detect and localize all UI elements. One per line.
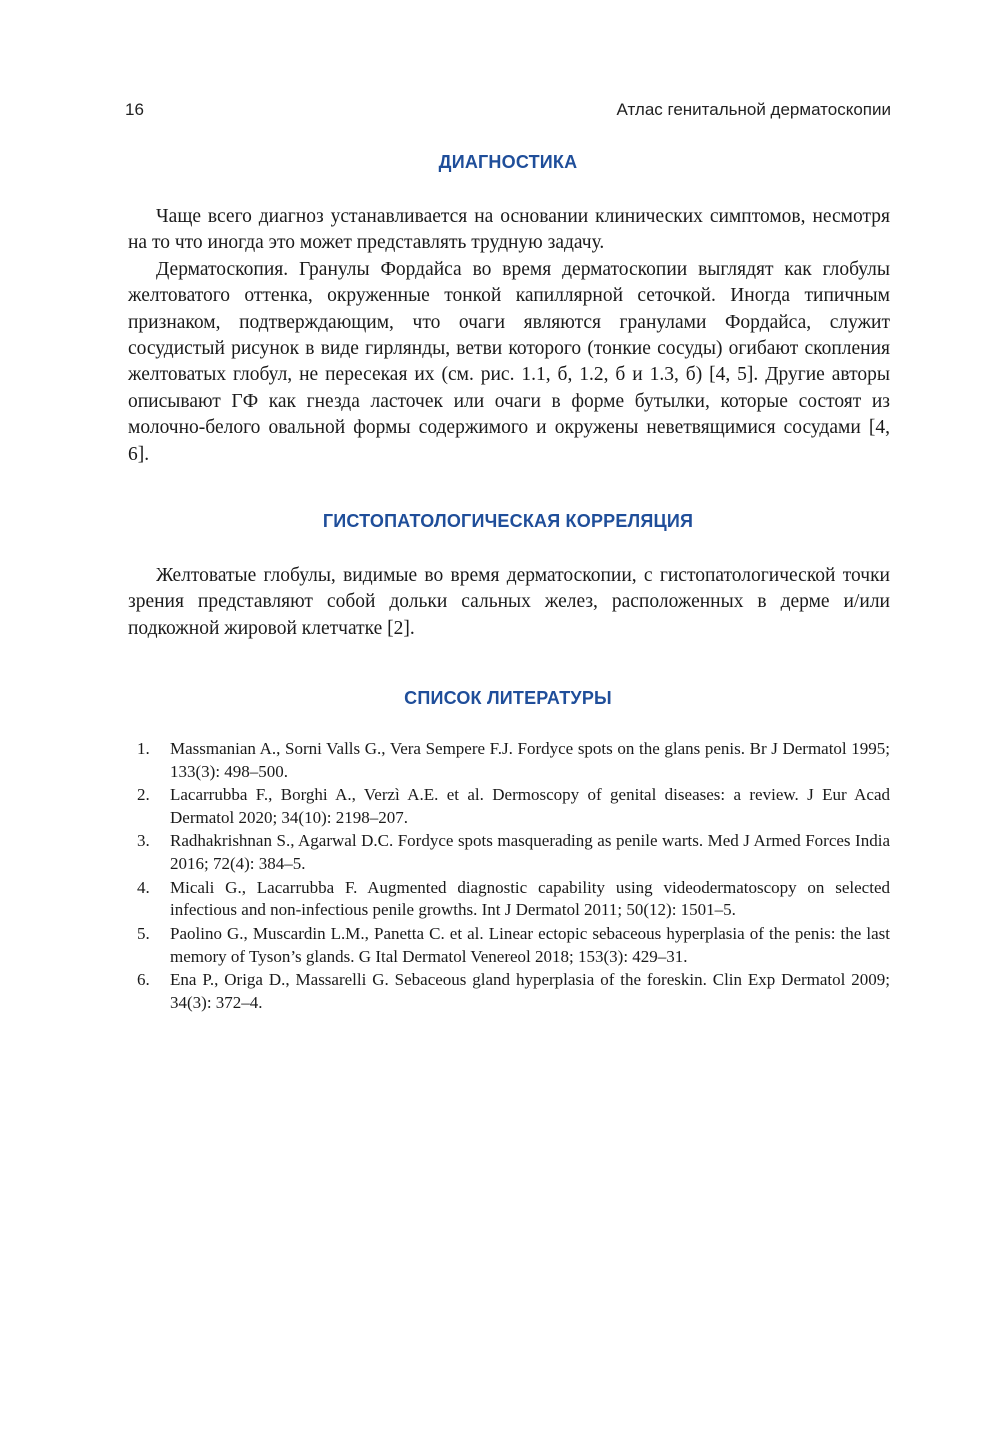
reference-item bbox=[128, 969, 890, 1015]
reference-item bbox=[128, 877, 890, 923]
reference-item bbox=[128, 784, 890, 830]
heading-references: СПИСОК ЛИТЕРАТУРЫ bbox=[404, 688, 612, 708]
running-header bbox=[125, 100, 891, 120]
reference-text: Ena P., Origa D., Massarelli G. Sebaceous gland hyperplasia of the foreskin. Clin Exp Dermatol 2009; 34(3): 372–4. bbox=[170, 969, 890, 1012]
paragraph: Чаще всего диагноз устанавливается на основании клинических симптомов, несмотря на то что иногда это может представлять трудную задачу. bbox=[128, 206, 890, 254]
diagnostics-body bbox=[128, 204, 890, 468]
paragraph: Желтоватые глобулы, видимые во время дерматоскопии, с гистопатологической точки зрения представляют собой дольки сальных желез, расположенных в дерме и/или подкожной жировой клетчатке [2]. bbox=[128, 565, 890, 639]
reference-number: 6. bbox=[137, 969, 150, 989]
reference-text: Paolino G., Muscardin L.M., Panetta C. et al. Linear ectopic sebaceous hyperplasia of the penis: the last memory of Tyson’s glands. G Ital Dermatol Venereol 2018; 153(3): 429–31. bbox=[170, 923, 890, 966]
reference-text: Lacarrubba F., Borghi A., Verzì A.E. et al. Dermoscopy of genital diseases: a review. J Eur Acad Dermatol 2020; 34(10): 2198–207. bbox=[170, 785, 890, 827]
reference-number: 5. bbox=[137, 923, 150, 943]
heading-diagnostics: ДИАГНОСТИКА bbox=[438, 152, 578, 172]
reference-number: 4. bbox=[137, 877, 150, 897]
reference-item bbox=[128, 923, 890, 969]
reference-number: 3. bbox=[137, 831, 150, 851]
histopathology-body bbox=[128, 563, 890, 642]
heading-histopathology: ГИСТОПАТОЛОГИЧЕСКАЯ КОРРЕЛЯЦИЯ bbox=[322, 511, 694, 531]
reference-text: Massmanian A., Sorni Valls G., Vera Sempere F.J. Fordyce spots on the glans penis. Br J Dermatol 1995; 133(3): 498–500. bbox=[170, 739, 890, 781]
reference-item bbox=[128, 738, 890, 784]
reference-text: Micali G., Lacarrubba F. Augmented diagnostic capability using videodermatoscopy on selected infectious and non-infectious penile growths. Int J Dermatol 2011; 50(12): 1501–5. bbox=[170, 877, 890, 920]
reference-text: Radhakrishnan S., Agarwal D.C. Fordyce spots masquerading as penile warts. Med J Armed Forces India 2016; 72(4): 384–5. bbox=[170, 831, 890, 874]
reference-item bbox=[128, 830, 890, 876]
reference-list bbox=[128, 738, 890, 1015]
page-number: 16 bbox=[125, 100, 144, 119]
paragraph: Дерматоскопия. Гранулы Фордайса во время дерматоскопии выглядят как глобулы желтоватого оттенка, окруженные тонкой капиллярной сеточкой. Иногда типичным признаком, подтверждающим, что очаги являются гранулами Фордайса, служит сосудистый рисунок в виде гирлянды, ветви которого (тонкие сосуды) огибают скопления желтоватых глобул, не пересекая их (см. рис. 1.1, б, 1.2, б и 1.3, б) [4, 5]. Другие авторы описывают ГФ как гнезда ласточек или очаги в форме бутылки, которые состоят из молочно-белого овальной формы содержимого и окружены неветвящимися сосудами [4, 6]. bbox=[128, 258, 890, 465]
book-title: Атлас генитальной дерматоскопии bbox=[616, 100, 891, 119]
reference-number: 2. bbox=[137, 785, 150, 805]
reference-number: 1. bbox=[137, 739, 150, 758]
